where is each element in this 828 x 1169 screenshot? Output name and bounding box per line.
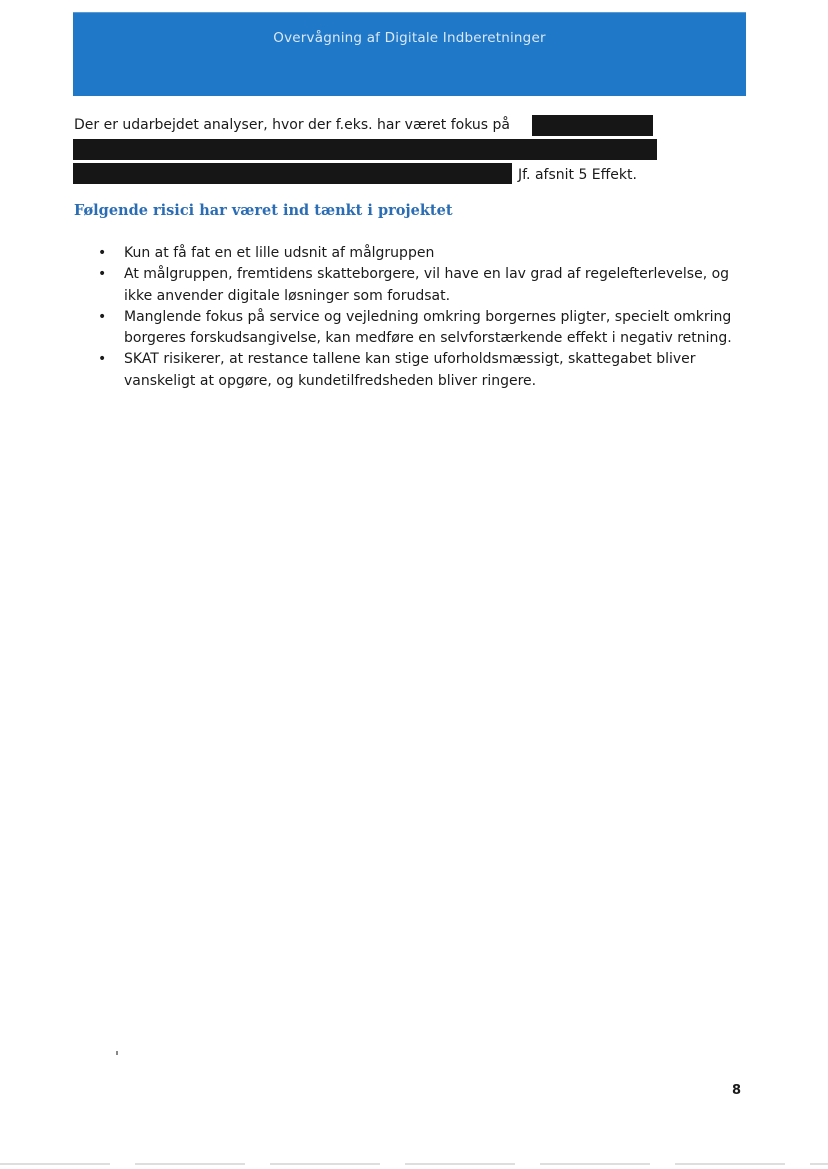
list-item (98, 307, 758, 350)
list-item-text: SKAT risikerer, at restance tallene kan stige uforholdsmæssigt, skattegabet bliver vanskeligt at opgøre, og kundetilfredsheden bliver ringere. (124, 351, 696, 389)
list-item-text: Kun at få fat en et lille udsnit af målgruppen (124, 245, 435, 261)
paragraph-line-3-tail: Jf. afsnit 5 Effekt. (518, 167, 637, 183)
section-heading: Følgende risici har været ind tænkt i projektet (74, 202, 453, 219)
paragraph-line-1: Der er udarbejdet analyser, hvor der f.eks. har været fokus på (74, 117, 510, 133)
bullet-icon: • (98, 245, 107, 261)
risk-list (98, 243, 758, 392)
page-bottom-edge (0, 1163, 828, 1165)
list-item-text: At målgruppen, fremtidens skatteborgere, vil have en lav grad af regelefterlevelse, og ikke anvender digitale løsninger som forudsat. (124, 266, 730, 304)
list-item (98, 264, 758, 307)
bullet-icon: • (98, 266, 107, 283)
list-item (98, 243, 758, 264)
redaction-block (532, 115, 653, 136)
header-title: Overvågning af Digitale Indberetninger (273, 30, 546, 46)
page-number: 8 (732, 1083, 742, 1098)
list-item-text: Manglende fokus på service og vejledning omkring borgernes pligter, specielt omkring borgeres forskudsangivelse, kan medføre en selvforstærkende effekt i negativ retning. (124, 308, 732, 347)
list-item (98, 349, 758, 392)
header-band (73, 12, 746, 96)
redaction-block (73, 163, 512, 184)
redaction-block (73, 139, 657, 160)
bullet-icon: • (98, 351, 107, 368)
scan-speck (116, 1051, 118, 1055)
bullet-icon: • (98, 308, 107, 325)
